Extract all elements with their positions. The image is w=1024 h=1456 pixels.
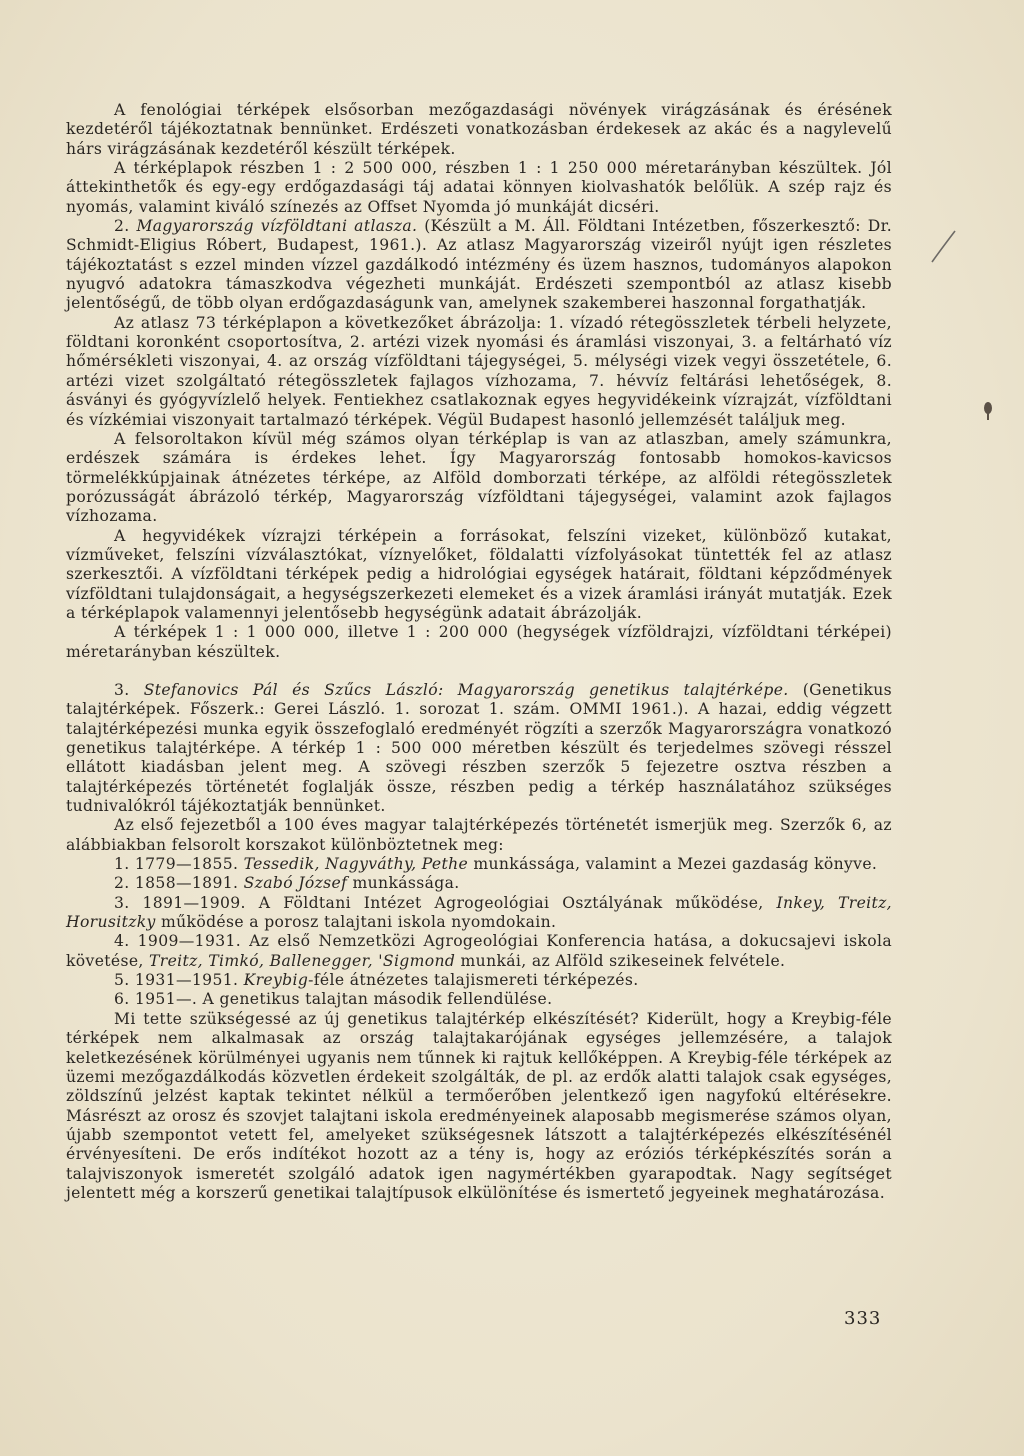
paragraph-mountain-maps: A hegyvidékek vízrajzi térképein a forrásokat, felszíni vizeket, különböző kutakat, vízműveket, felszíni vízválasztókat, víznyelőket, földalatti vízfolyásokat tüntették fel az atlasz szerkesztői. A vízföldtani térképek pedig a hidrológiai egységek határait, földtani képződmények vízföldtani tulajdonságait, a hegységszerkezeti elemeket és a vizek áramlási irányát mutatják. Ezek a térképlapok valamennyi jelentősebb hegységünk adatait ábrázolják. <box>66 526 892 622</box>
paragraph-additional-maps: A felsoroltakon kívül még számos olyan térképlap is van az atlaszban, amely számunkra, erdészek számára is érdekes lehet. Így Magyarország fontosabb homokos-kavicsos törmelékkúpjainak átnézetes térképe, az Alföld domborzati térképe, az alföldi rétegösszletek porózusságát ábrázoló térkép, Magyarország vízföldtani tájegységei, valamint azok fajlagos vízhozama. <box>66 429 892 526</box>
list-item-period-3: 3. 1891—1909. A Földtani Intézet Agrogeológiai Osztályának működése, Inkey, Treitz, Horusitzky működése a porosz talajtani iskola nyomdokain. <box>66 893 892 932</box>
item-number: 2. <box>114 217 137 236</box>
paragraph-text: (Genetikus talajtérképek. Főszerk.: Gerei László. 1. sorozat 1. szám. OMMI 1961.). A hazai, eddig végzett talajtérképezési munka egyik összefoglaló eredményét rögzíti a szerzők Magyarországra vonatkozó genetikus talajtérképe. A térkép 1 : 500 000 méretben készült és terjedelmes szövegi résszel ellátott kiadásban jelent meg. A szövegi részben szerzők 5 fejezetre osztva részben a talajtérképezés történetét foglalják össze, részben pedig a térkép használatához szükséges tudnivalókról tájékoztatják bennünket. <box>66 680 892 816</box>
paragraph-atlas-scales: A térképek 1 : 1 000 000, illetve 1 : 200 000 (hegységek vízföldrajzi, vízföldtani térképei) méretarányban készültek. <box>66 623 892 661</box>
paragraph-text: (Készült a M. Áll. Földtani Intézetben, főszerkesztő: Dr. Schmidt-Eligius Róbert, Budapest, 1961.). Az atlasz Magyarország vizeiről nyújt igen részletes tájékoztatást s ezzel minden vízzel gazdálkodó intézmény és üzem hasznos, tudományos alapokon nyugvó adatokra támaszkodva végezheti munkáját. Erdészeti szempontból az atlasz kisebb jelentőségű, de több olyan erdőgazdaságunk van, amelynek szakemberei haszonnal forgathatják. <box>66 217 892 313</box>
book-title: Magyarország vízföldtani atlasza. <box>136 217 418 236</box>
paragraph-map-scales: A térképlapok részben 1 : 2 500 000, részben 1 : 1 250 000 méretarányban készültek. Jól áttekinthetők és egy-egy erdőgazdasági táj adatai könnyen kiolvashatók belőlük. A szép rajz és nyomás, valamint kiváló színezés az Offset Nyomda jó munkáját dicséri. <box>66 159 892 216</box>
paragraph-atlas-contents: Az atlasz 73 térképlapon a következőket ábrázolja: 1. vízadó rétegösszletek térbeli helyzete, földtani koronként csoportosítva, 2. artézi vizek nyomási és áramlási viszonyai, 3. a feltárható víz hőmérsékleti viszonyai, 4. az ország vízföldtani tájegységei, 5. mélységi vizek vegyi összetétele, 6. artézi vizet szolgáltató rétegösszletek fajlagos vízhozama, 7. hévvíz feltárási lehetőségek, 8. ásványi és gyógyvízlelő helyek. Fentiekhez csatlakoznak egyes hegyvidékeink vízrajzát, vízföldtani és vízkémiai viszonyait tartalmazó térképek. Végül Budapest hasonló jellemzését találjuk meg. <box>66 313 892 429</box>
list-item-period-1: 1. 1779—1855. Tessedik, Nagyváthy, Pethe munkássága, valamint a Mezei gazdaság könyve. <box>114 855 878 874</box>
paragraph-why-new-map: Mi tette szükségessé az új genetikus talajtérkép elkészítését? Kiderült, hogy a Kreybig-féle térképek nem alkalmasak az ország talajtakarójának egységes jellemzésére, a talajok keletkezésének körülményei ugyanis nem tűnnek ki rajtuk kellőképpen. A Kreybig-féle térképek az üzemi mezőgazdálkodás közvetlen érdekeit szolgálták, de pl. az erdők alatti talajok csak egységes, zöldszínű jelzést kaptak tekintet nélkül a termőerőben jelentkező igen nagyfokú eltérésekre. Másrészt az orosz és szovjet talajtani iskola eredményeinek alaposabb megismerése számos olyan, újabb szempontot vetett fel, amelyeket szükségesnek látszott a talajtérképezés elkészítésénél érvényesíteni. De erős indítékot hozott az a tény is, hogy az eróziós térképkészítés során a talajviszonyok ismeretét szolgáló adatok igen nagymértékben gyarapodtak. Nagy segítséget jelentett még a korszerű genetikai talajtípusok elkülönítése és ismertető jegyeinek meghatározása. <box>66 1009 892 1202</box>
list-item-period-5: 5. 1931—1951. Kreybig-féle átnézetes talajismereti térképezés. <box>114 971 639 990</box>
paragraph-first-chapter: Az első fejezetből a 100 éves magyar talajtérképezés történetét ismerjük meg. Szerzők 6, az alábbiakban felsorolt korszakot különböztetnek meg: <box>66 816 892 854</box>
list-item-period-4: 4. 1909—1931. Az első Nemzetközi Agrogeológiai Konferencia hatása, a dokucsajevi iskola követése, Treitz, Timkó, Ballenegger, 'Sigmond munkái, az Alföld szikeseinek felvétele. <box>66 932 892 970</box>
paragraph-phenology: A fenológiai térképek elsősorban mezőgazdasági növények virágzásának és érésének kezdetéről tájékoztatnak bennünket. Erdészeti vonatkozásban érdekesek az akác és a nagylevelű hárs virágzásának kezdetéről készült térképek. <box>66 101 892 158</box>
item-number: 3. <box>114 680 144 699</box>
book-title: Stefanovics Pál és Szűcs László: Magyarország genetikus talajtérképe. <box>143 680 789 699</box>
body-text <box>66 101 892 1203</box>
paragraph-hydrogeology-atlas-title <box>66 217 892 314</box>
list-item-period-6: 6. 1951—. A genetikus talajtan második fellendülése. <box>114 990 553 1009</box>
ink-blot-icon <box>980 398 996 422</box>
paragraph-soil-map-title <box>66 681 892 816</box>
page-number: 333 <box>844 1308 882 1329</box>
list-item-period-2: 2. 1858—1891. Szabó József munkássága. <box>114 874 460 893</box>
pencil-mark-icon <box>928 228 958 264</box>
